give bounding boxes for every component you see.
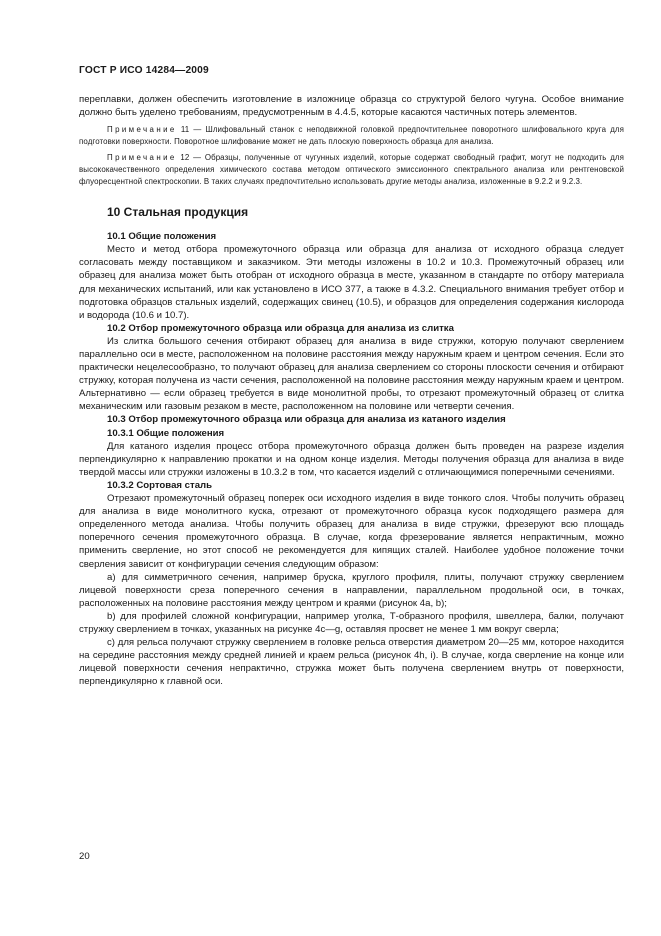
subsection-10-2-heading: 10.2 Отбор промежуточного образца или образца для анализа из слитка [107, 322, 454, 334]
subsection-10-1-heading: 10.1 Общие положения [107, 231, 217, 243]
note-12-text: 12 — Образцы, полученные от чугунных изделий, которые содержат свободный графит, могут не подходить для высококачественного определения химического состава методом оптического эмиссионного спектрального анализа или рентгеновской флуоресцентной спектроскопии. В таких случаях предпочтительно использовать другие методы анализа, изложенные в 9.2.2 и 9.2.3. [79, 153, 624, 186]
intro-paragraph: переплавки, должен обеспечить изготовление в изложнице образца со структурой белого чугуна. Особое внимание должно быть уделено требованиям, предусмотренным в 4.4.5, которые касаются частичных потерь элементов. [79, 94, 624, 119]
note-12 [79, 152, 624, 187]
subsection-10-1-text: Место и метод отбора промежуточного образца или образца для анализа от исходного образца следует согласовать между поставщиком и заказчиком. Эти методы изложены в 10.2 и 10.3. Промежуточный образец или образец для анализа может быть отобран от исходного образца в месте, указанном в стандарте по отбору материала для механических испытаний, или как установлено в ИСО 377, а также в 4.3.2. Специального внимания требует отбор и подготовка образцов стальных изделий, содержащих свинец (10.5), и образцов для определения содержания кислорода и водорода (10.6 и 10.7). [79, 244, 624, 321]
list-item-a: а) для симметричного сечения, например бруска, круглого профиля, плиты, получают стружку сверлением лицевой поверхности среза поперечного сечения в направлении, параллельном продольной оси, в точках, расположенных на половине расстояния между центром и краями (рисунок 4а, b); [79, 571, 624, 609]
list-item-c: с) для рельса получают стружку сверлением в головке рельса отверстия диаметром 20—25 мм, которое находится на середине расстояния между средней линией и краем рельса (рисунок 4h, i). В случае, когда сверление на конце или лицевой поверхности сечения непрактично, стружка может быть получена сверлением внутрь от поверхности, перпендикулярно к главной оси. [79, 637, 624, 688]
note-11 [79, 124, 624, 147]
note-11-label: Примечание [107, 125, 177, 135]
subsection-10-3-1-text: Для катаного изделия процесс отбора промежуточного образца должен быть проведен на разрезе изделия перпендикулярно к направлению прокатки и на одном конце изделия. Методы получения образца для анализа в виде твердой массы или стружки изложены в 10.3.2 в том, что касается изделий с отличающимися поперечными сечениями. [79, 440, 624, 478]
page-content [79, 93, 624, 688]
subsection-10-2-text: Из слитка большого сечения отбирают образец для анализа в виде стружки, которую получают сверлением параллельно оси в месте, расположенном на половине расстояния между наружным краем и центром сечения. Если это практически нецелесообразно, то получают образец для анализа сверлением со стороны плоскости сечения и отбирают стружку, которая получена из части сечения, расположенной на половине расстояния между наружным краем и центром. Альтернативно — если образец требуется в виде монолитной пробы, то отрезают промежуточный образец от слитка механическим или газовым резаком в месте, расположенном на половине или четверти сечения. [79, 335, 624, 413]
subsection-10-3-heading: 10.3 Отбор промежуточного образца или образца для анализа из катаного изделия [107, 414, 506, 426]
page-number: 20 [79, 851, 90, 862]
running-header: ГОСТ Р ИСО 14284—2009 [79, 65, 209, 76]
list-item-b: b) для профилей сложной конфигурации, например уголка, Т-образного профиля, швеллера, балки, получают стружку сверлением в точках, указанных на рисунке 4с—g, оставляя просвет не менее 1 мм вокруг сверла; [79, 610, 624, 635]
section-10-heading: 10 Стальная продукция [107, 205, 249, 220]
subsection-10-3-2-heading: 10.3.2 Сортовая сталь [107, 479, 213, 491]
subsection-10-3-2-text: Отрезают промежуточный образец поперек оси исходного изделия в виде тонкого слоя. Чтобы получить образец для анализа в виде монолитного куска, отрезают от промежуточного образца кусок подходящего размера для определенного метода анализа. Чтобы получить образец для анализа в виде стружки, фрезеруют всю площадь поперечного сечения промежуточного образца. В случае, когда фрезерование является непрактичным, можно применить сверление, но этот способ не рекомендуется для кипящих сталей. Наиболее удобное положение точки сверления зависит от конфигурации сечения следующим образом: [79, 493, 624, 570]
note-12-label: Примечание [107, 153, 177, 163]
note-11-text: 11 — Шлифовальный станок с неподвижной головкой предпочтительнее поворотного шлифовального круга для подготовки поверхности. Поворотное шлифование может не дать плоскую поверхность образца для анализа. [79, 125, 624, 146]
subsection-10-3-1-heading: 10.3.1 Общие положения [107, 427, 225, 439]
